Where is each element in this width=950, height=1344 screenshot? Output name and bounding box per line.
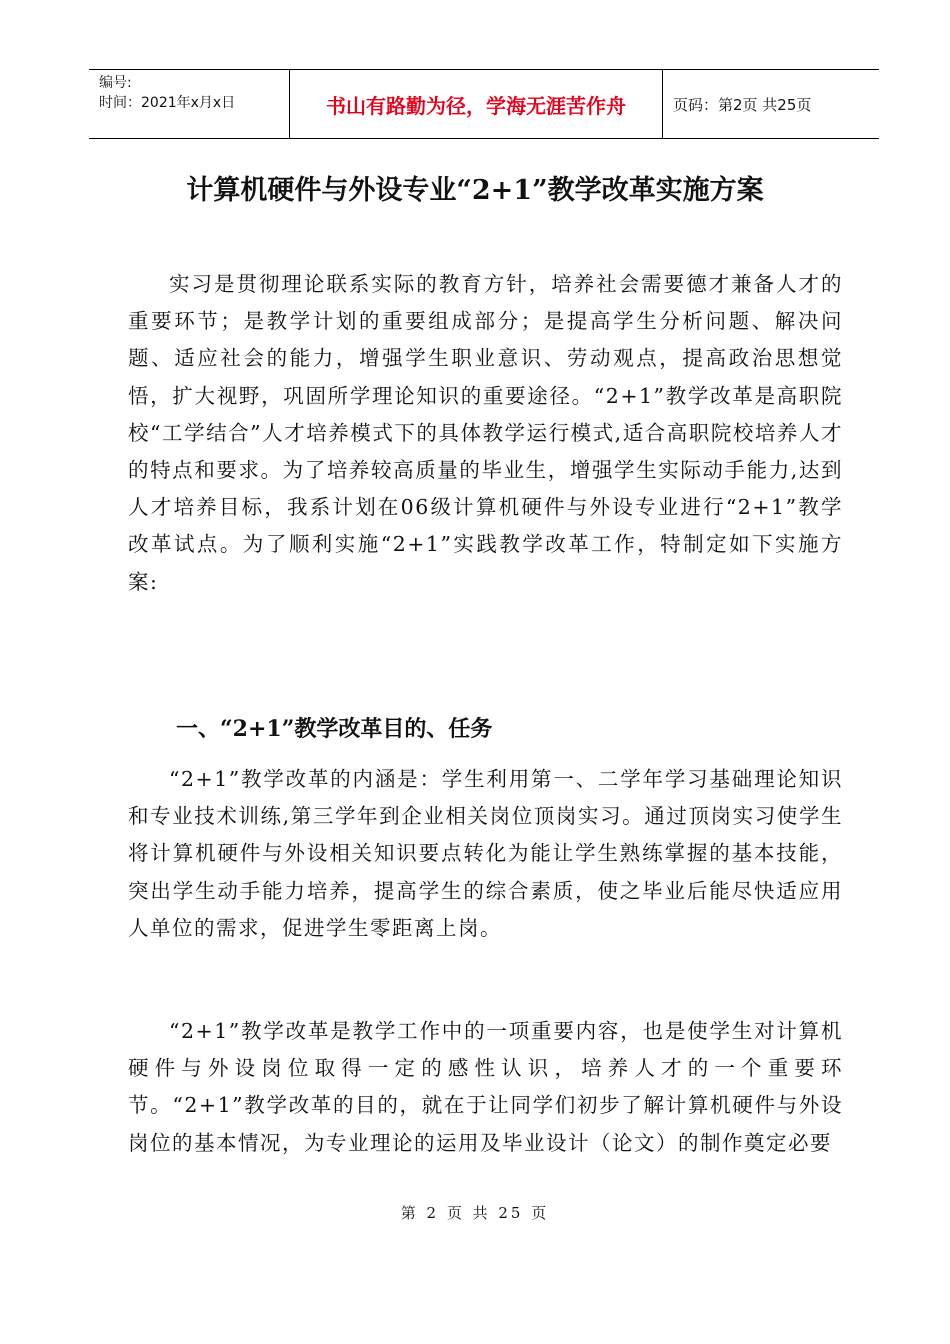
section-heading: 一、“2+1”教学改革目的、任务 xyxy=(176,716,493,742)
document-time-label: 时间：2021年x月x日 xyxy=(99,95,236,111)
header-motto-cell xyxy=(290,70,663,138)
document-number-label: 编号: xyxy=(99,75,132,91)
header-motto: 书山有路勤为径，学海无涯苦作舟 xyxy=(326,93,626,118)
document-title: 计算机硬件与外设专业“2+1”教学改革实施方案 xyxy=(186,175,764,206)
intro-paragraph: 实习是贯彻理论联系实际的教育方针，培养社会需要德才兼备人才的重要环节；是教学计划的重要组成部分；是提高学生分析问题、解决问题、适应社会的能力，增强学生职业意识、劳动观点，提高政治思想觉悟，扩大视野，巩固所学理论知识的重要途径。“2+1”教学改革是高职院校“工学结合”人才培养模式下的具体教学运行模式,适合高职院校培养人才的特点和要求。为了培养较高质量的毕业生，增强学生实际动手能力,达到人才培养目标，我系计划在06级计算机硬件与外设专业进行“2+1”教学改革试点。为了顺利实施“2+1”实践教学改革工作，特制定如下实施方案: xyxy=(128,272,843,594)
section1-paragraph-1: “2+1”教学改革的内涵是：学生利用第一、二学年学习基础理论知识和专业技术训练,第三学年到企业相关岗位顶岗实习。通过顶岗实习使学生将计算机硬件与外设相关知识要点转化为能让学生熟练掌握的基本技能，突出学生动手能力培养，提高学生的综合素质，使之毕业后能尽快适应用人单位的需求，促进学生零距离上岗。 xyxy=(128,767,843,940)
section1-block-2 xyxy=(128,1013,843,1162)
intro-block xyxy=(128,266,843,601)
header-meta-cell xyxy=(89,70,290,138)
section1-paragraph-2: “2+1”教学改革是教学工作中的一项重要内容，也是使学生对计算机硬件与外设岗位取得一定的感性认识，培养人才的一个重要环节。“2+1”教学改革的目的，就在于让同学们初步了解计算机硬件与外设岗位的基本情况，为专业理论的运用及毕业设计（论文）的制作奠定必要 xyxy=(128,1019,843,1155)
page-footer: 第 2 页 共 25 页 xyxy=(400,1204,550,1222)
header-page-code: 页码：第2页 共25页 xyxy=(673,95,812,114)
section1-block-1 xyxy=(128,761,843,947)
header-page-cell xyxy=(663,70,879,138)
header-table xyxy=(89,69,879,139)
